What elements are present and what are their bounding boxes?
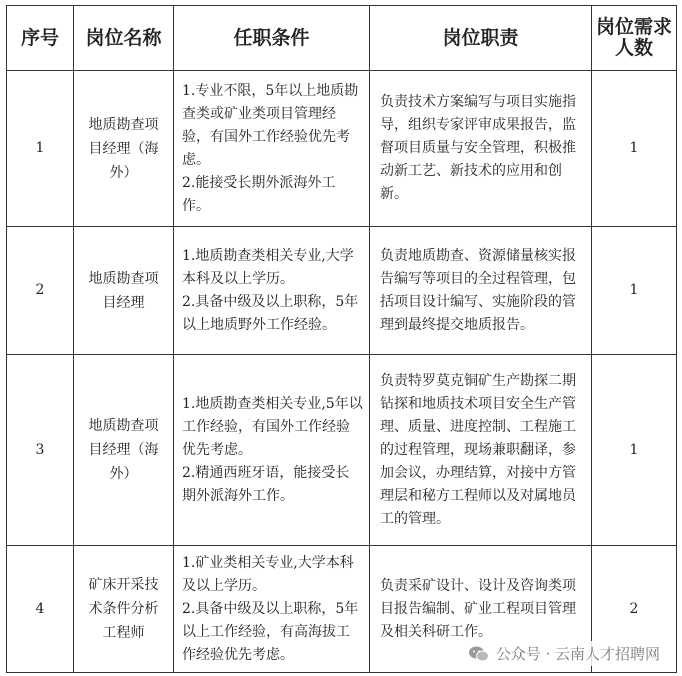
header-no: 序号 [7, 6, 74, 71]
requirements-cell [174, 227, 370, 355]
requirement-item: 2.能接受长期外派海外工作。 [182, 174, 336, 214]
headcount: 1 [592, 355, 677, 546]
header-headcount: 岗位需求人数 [592, 6, 677, 71]
table-row [7, 227, 677, 355]
requirement-item: 1.专业不限，5年以上地质勘查类或矿业类项目管理经验，有国外工作经验优先考虑。 [182, 82, 359, 168]
position-name: 矿床开采技术条件分析工程师 [74, 546, 174, 673]
table-header-row [7, 6, 677, 71]
requirements-cell [174, 71, 370, 227]
duties-cell: 负责技术方案编写与项目实施指导，组织专家评审成果报告，监督项目质量与安全管理，积极推动新工艺、新技术的应用和创新。 [370, 71, 592, 227]
header-requirements: 任职条件 [174, 6, 370, 71]
duties-cell: 负责采矿设计、设计及咨询类项目报告编制、矿业工程项目管理及相关科研工作。 [370, 546, 592, 673]
position-name: 地质勘查项目经理（海外） [74, 355, 174, 546]
requirement-item: 2.具备中级及以上职称，5年以上地质野外工作经验。 [182, 293, 359, 333]
position-name: 地质勘查项目经理（海外） [74, 71, 174, 227]
requirement-item: 2.精通西班牙语，能接受长期外派海外工作。 [182, 464, 350, 504]
duties-cell: 负责特罗莫克铜矿生产勘探二期钻探和地质技术项目安全生产管理、质量、进度控制、工程施工的过程管理，现场兼职翻译，参加会议，办理结算，对接中方管理层和秘方工程师以及对属地员工的管理。 [370, 355, 592, 546]
requirement-item: 2.具备中级及以上职称，5年以上工作经验，有高海拔工作经验优先考虑。 [182, 600, 359, 663]
wechat-icon [468, 645, 490, 663]
requirement-item: 1.地质勘查类相关专业,大学本科及以上学历。 [182, 247, 354, 287]
job-table [6, 5, 677, 673]
duties-cell: 负责地质勘查、资源储量核实报告编写等项目的全过程管理，包括项目设计编写、实施阶段的管理到最终提交地质报告。 [370, 227, 592, 355]
requirement-item: 1.矿业类相关专业,大学本科及以上学历。 [182, 554, 354, 594]
headcount: 1 [592, 227, 677, 355]
watermark-text: 公众号 · 云南人才招聘网 [495, 645, 660, 663]
headcount: 2 [592, 546, 677, 673]
requirement-item: 1.地质勘查类相关专业,5年以工作经验，有国外工作经验优先考虑。 [182, 395, 363, 458]
row-number: 2 [7, 227, 74, 355]
table-row [7, 71, 677, 227]
position-name: 地质勘查项目经理 [74, 227, 174, 355]
headcount: 1 [592, 71, 677, 227]
row-number: 4 [7, 546, 74, 673]
requirements-cell [174, 546, 370, 673]
row-number: 3 [7, 355, 74, 546]
watermark [464, 641, 664, 666]
row-number: 1 [7, 71, 74, 227]
header-duties: 岗位职责 [370, 6, 592, 71]
requirements-cell [174, 355, 370, 546]
table-row [7, 355, 677, 546]
header-position-name: 岗位名称 [74, 6, 174, 71]
